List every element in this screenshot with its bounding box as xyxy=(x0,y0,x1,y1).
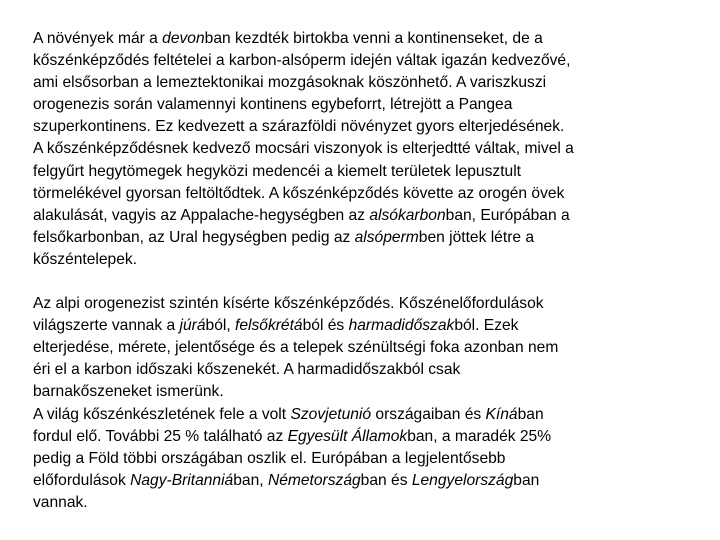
text-line xyxy=(33,492,683,514)
text-segment: kőszénképződés feltételei a karbon-alsóperm idején váltak igazán kedvezővé, xyxy=(33,52,571,70)
document-page xyxy=(33,28,683,514)
text-segment: vannak. xyxy=(33,493,88,511)
text-segment: pedig a Föld többi országában oszlik el. Európában a legjelentősebb xyxy=(33,449,506,467)
text-segment: ben jöttek létre a xyxy=(418,228,535,246)
text-segment: ban, xyxy=(233,471,268,489)
italic-term: alsókarbon xyxy=(369,206,446,224)
paragraph-coal-distribution xyxy=(33,293,683,514)
text-segment: ban xyxy=(517,405,544,423)
text-line xyxy=(33,183,683,205)
text-segment: barnakőszeneket ismerünk. xyxy=(33,383,224,401)
text-segment: Az alpi orogenezist szintén kísérte kőszénképződés. Kőszénelőfordulások xyxy=(33,295,544,313)
italic-term: Szovjetunió xyxy=(290,405,372,423)
text-segment: alakulását, vagyis az Appalache-hegységben az xyxy=(33,206,370,224)
text-line xyxy=(33,205,683,227)
paragraph-gap xyxy=(33,271,683,293)
italic-term: alsóperm xyxy=(354,228,419,246)
text-segment: orogenezis során valamennyi kontinens egybeforrt, létrejött a Pangea xyxy=(33,96,513,114)
text-segment: ban, a maradék 25% xyxy=(407,427,552,445)
text-segment: felgyűrt hegytömegek hegyközi medencéi a kiemelt területek lepusztult xyxy=(33,162,521,180)
italic-term: felsőkrétá xyxy=(235,317,303,335)
text-line xyxy=(33,227,683,249)
text-segment: ban, Európában a xyxy=(445,206,570,224)
text-segment: ból, xyxy=(205,317,235,335)
italic-term: harmadidőszak xyxy=(348,317,455,335)
text-line xyxy=(33,293,683,315)
text-segment: szuperkontinens. Ez kedvezett a szárazföldi növényzet gyors elterjedésének. xyxy=(33,118,565,136)
text-line xyxy=(33,138,683,160)
text-segment: ban xyxy=(513,471,540,489)
text-segment: ban és xyxy=(360,471,412,489)
text-line xyxy=(33,448,683,470)
text-line xyxy=(33,28,683,50)
text-segment: kőszéntelepek. xyxy=(33,250,138,268)
italic-term: Lengyelország xyxy=(411,471,514,489)
italic-term: júrá xyxy=(179,317,206,335)
text-segment: A kőszénképződésnek kedvező mocsári viszonyok is elterjedtté váltak, mivel a xyxy=(33,140,574,158)
text-line xyxy=(33,359,683,381)
italic-term: Egyesült Államok xyxy=(287,427,408,445)
text-segment: A világ kőszénkészletének fele a volt xyxy=(33,405,291,423)
text-line xyxy=(33,94,683,116)
text-segment: ban kezdték birtokba venni a kontinenseket, de a xyxy=(204,30,543,47)
text-line xyxy=(33,249,683,271)
text-line xyxy=(33,337,683,359)
text-line xyxy=(33,161,683,183)
text-segment: éri el a karbon időszaki kőszenekét. A harmadidőszakból csak xyxy=(33,361,461,379)
italic-term: Kíná xyxy=(485,405,518,423)
text-line xyxy=(33,72,683,94)
italic-term: Nagy-Britanniá xyxy=(130,471,234,489)
text-segment: felsőkarbonban, az Ural hegységben pedig az xyxy=(33,228,355,246)
text-line xyxy=(33,404,683,426)
text-segment: A növények már a xyxy=(33,30,163,47)
text-segment: előfordulások xyxy=(33,471,131,489)
text-segment: világszerte vannak a xyxy=(33,317,180,335)
text-segment: fordul elő. További 25 % található az xyxy=(33,427,288,445)
text-segment: ból. Ezek xyxy=(454,317,519,335)
text-segment: ami elsősorban a lemeztektonikai mozgásoknak köszönhető. A variszkuszi xyxy=(33,74,547,92)
text-line xyxy=(33,381,683,403)
text-segment: törmelékével gyorsan feltöltődtek. A kőszénképződés követte az orogén övek xyxy=(33,184,565,202)
text-line xyxy=(33,116,683,138)
text-line xyxy=(33,315,683,337)
text-segment: országaiban és xyxy=(371,405,486,423)
text-line xyxy=(33,470,683,492)
italic-term: Németország xyxy=(267,471,361,489)
italic-term: devon xyxy=(162,30,205,47)
text-line xyxy=(33,50,683,72)
text-segment: ból és xyxy=(302,317,349,335)
text-line xyxy=(33,426,683,448)
text-segment: elterjedése, mérete, jelentősége és a telepek szénültségi foka azonban nem xyxy=(33,339,559,357)
paragraph-paleozoic-coal xyxy=(33,28,683,271)
